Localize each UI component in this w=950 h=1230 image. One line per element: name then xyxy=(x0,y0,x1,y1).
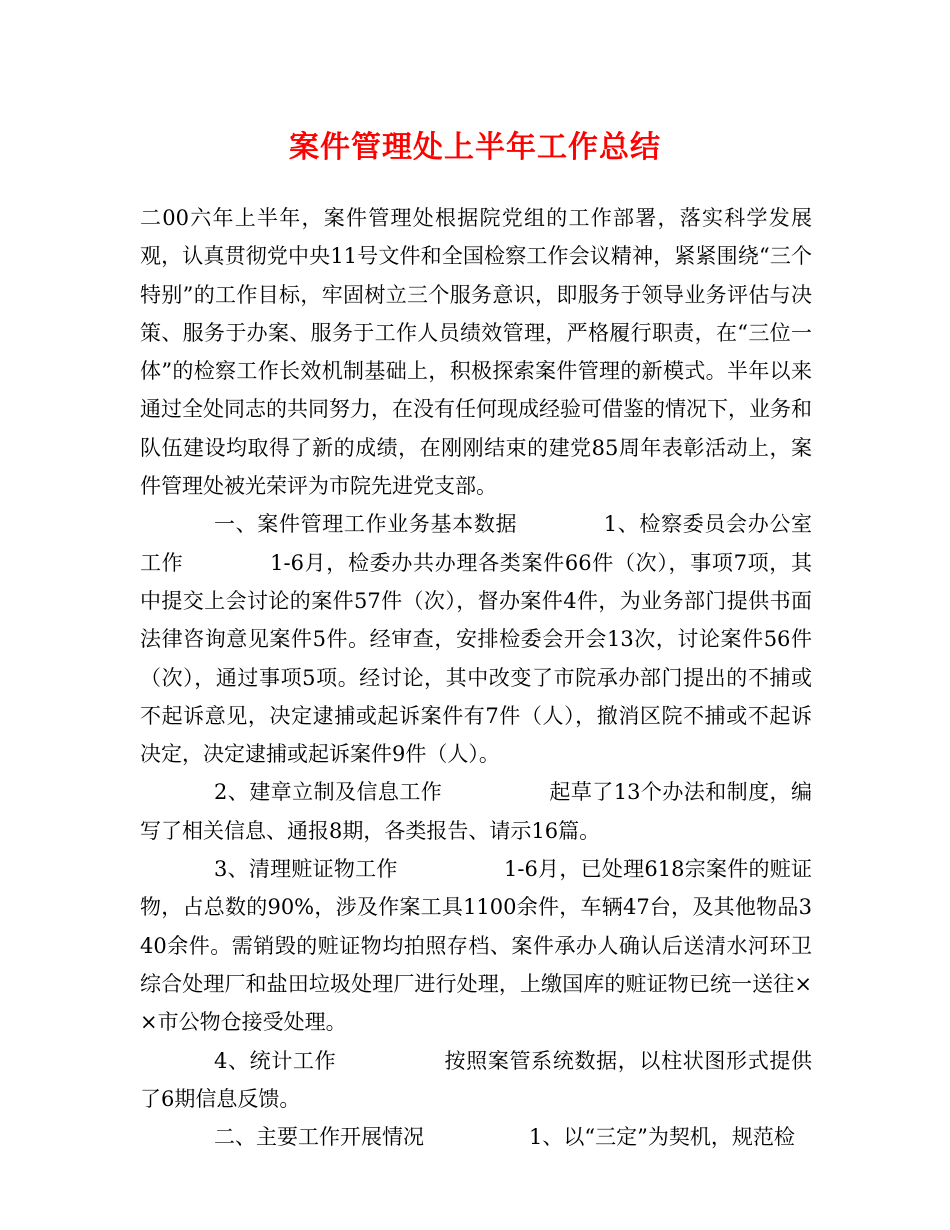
paragraph-section-two: 二、主要工作开展情况 1、以“三定”为契机，规范检 xyxy=(214,1125,795,1150)
document-body xyxy=(140,199,812,1156)
paragraph-rules-info: 2、建章立制及信息工作 起草了13个办法和制度，编写了相关信息、通报8期，各类报告、请示16篇。 xyxy=(140,780,812,843)
paragraph-section-one: 一、案件管理工作业务基本数据 1、检察委员会办公室工作 1-6月，检委办共办理各类案件66件（次），事项7项，其中提交上会讨论的案件57件（次），督办案件4件，为业务部门提供书面法律咨询意见案件5件。经审查，安排检委会开会13次，讨论案件56件（次），通过事项5项。经讨论，其中改变了市院承办部门提出的不捕或不起诉意见，决定逮捕或起诉案件有7件（人），撤消区院不捕或不起诉决定，决定逮捕或起诉案件9件（人）。 xyxy=(140,512,812,767)
document-title: 案件管理处上半年工作总结 xyxy=(289,130,661,165)
paragraph-evidence: 3、清理赃证物工作 1-6月，已处理618宗案件的赃证物，占总数的90%，涉及作案工具1100余件，车辆47台，及其他物品340余件。需销毁的赃证物均拍照存档、案件承办人确认后送清水河环卫综合处理厂和盐田垃圾处理厂进行处理，上缴国库的赃证物已统一送往××市公物仓接受处理。 xyxy=(140,857,812,1035)
paragraph-statistics: 4、统计工作 按照案管系统数据，以柱状图形式提供了6期信息反馈。 xyxy=(140,1048,812,1111)
paragraph-intro: 二00六年上半年，案件管理处根据院党组的工作部署，落实科学发展观，认真贯彻党中央11号文件和全国检察工作会议精神，紧紧围绕“三个特别”的工作目标，牢固树立三个服务意识，即服务于领导业务评估与决策、服务于办案、服务于工作人员绩效管理，严格履行职责，在“三位一体”的检察工作长效机制基础上，积极探索案件管理的新模式。半年以来通过全处同志的共同努力，在没有任何现成经验可借鉴的情况下，业务和队伍建设均取得了新的成绩，在刚刚结束的建党85周年表彰活动上，案件管理处被光荣评为市院先进党支部。 xyxy=(140,206,812,499)
